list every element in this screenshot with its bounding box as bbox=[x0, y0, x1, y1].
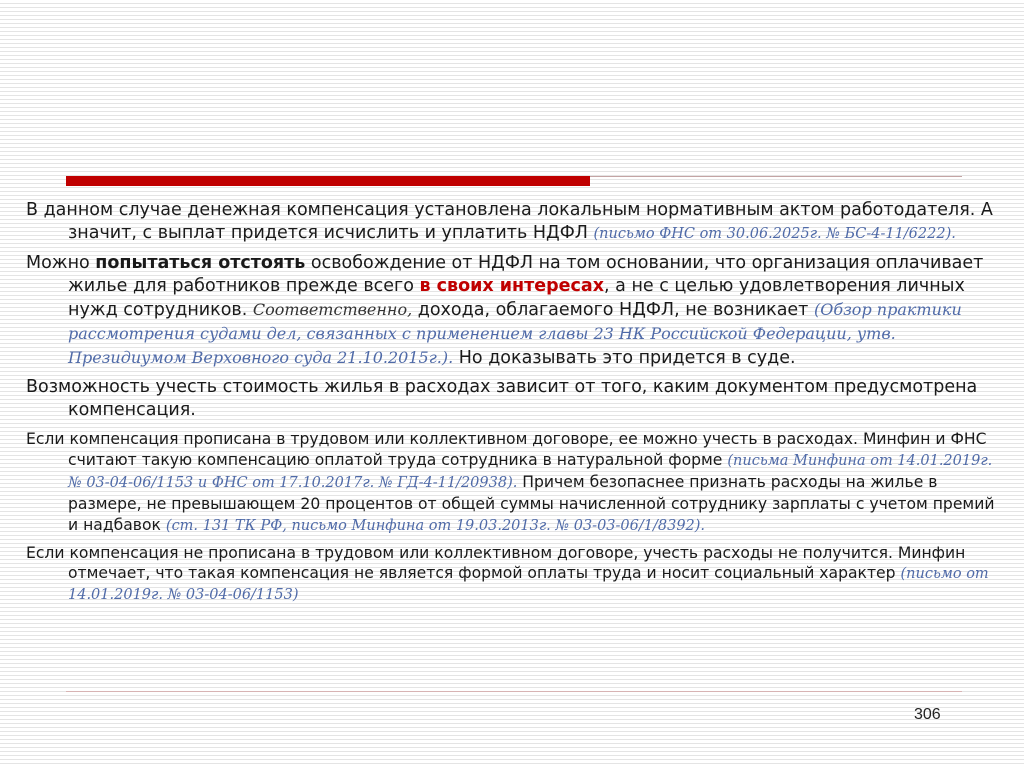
paragraph-text: Если компенсация не прописана в трудовом или коллективном договоре, учесть расходы не получится. Минфин отмечает, что такая компенсация не является формой оплаты труда и носит социальный характер bbox=[26, 544, 966, 582]
paragraph-text: Но доказывать это придется в суде. bbox=[453, 348, 796, 368]
paragraph-no-contract-compensation bbox=[26, 543, 1002, 605]
paragraph-text: Можно bbox=[26, 253, 96, 273]
legal-reference: (Обзор практики рассмотрения судами дел, связанных с применением главы 23 НК Российской Федерации, утв. Президиумом Верховного суда 21.10.2015г.). bbox=[68, 300, 962, 367]
title-divider bbox=[66, 176, 962, 186]
paragraph-ndfl-local-act bbox=[26, 199, 1002, 246]
emphasis-italic: Соответственно, bbox=[252, 300, 413, 319]
paragraph-text: освобождение от НДФЛ на том основании, что организация оплачивает жилье для работников прежде всего bbox=[68, 253, 984, 296]
paragraph-text: Если компенсация прописана в трудовом или коллективном договоре, ее можно учесть в расходах. Минфин и ФНС считают такую компенсацию оплатой труда сотрудника в натуральной форме bbox=[26, 430, 987, 469]
title-divider-thin-line bbox=[590, 176, 962, 177]
legal-reference: (письмо от 14.01.2019г. № 03-04-06/1153) bbox=[68, 566, 989, 603]
paragraph-contract-compensation bbox=[26, 429, 1002, 537]
paragraph-text: , а не с целью удовлетворения личных нужд сотрудников. bbox=[68, 276, 965, 320]
emphasis-bold: попытаться отстоять bbox=[95, 253, 306, 273]
legal-reference: (ст. 131 ТК РФ, письмо Минфина от 19.03.2013г. № 03-03-06/1/8392). bbox=[165, 518, 706, 534]
paragraph-text: В данном случае денежная компенсация установлена локальным нормативным актом работодателя. А значит, с выплат придется исчислить и уплатить НДФЛ bbox=[26, 200, 993, 243]
paragraph-text: дохода, облагаемого НДФЛ, не возникает bbox=[412, 300, 814, 320]
legal-reference: (письма Минфина от 14.01.2019г. № 03-04-06/1153 и ФНС от 17.10.2017г. № ГД-4-11/20938). bbox=[68, 453, 993, 491]
emphasis-bold-red: в своих интересах bbox=[419, 276, 605, 296]
page-number: 306 bbox=[914, 706, 941, 723]
slide-body bbox=[26, 199, 1002, 605]
title-divider-red-bar bbox=[66, 176, 590, 186]
paragraph-text: Возможность учесть стоимость жилья в расходах зависит от того, каким документом предусмотрена компенсация. bbox=[26, 377, 978, 420]
paragraph-text: Причем безопаснее признать расходы на жилье в размере, не превышающем 20 процентов от общей суммы начисленной сотруднику зарплаты с учетом премий и надбавок bbox=[68, 473, 995, 534]
legal-reference: (письмо ФНС от 30.06.2025г. № БС-4-11/6222). bbox=[593, 226, 956, 242]
paragraph-expense-document bbox=[26, 376, 1002, 422]
footer-divider bbox=[66, 691, 962, 692]
paragraph-court-defense bbox=[26, 252, 1002, 370]
